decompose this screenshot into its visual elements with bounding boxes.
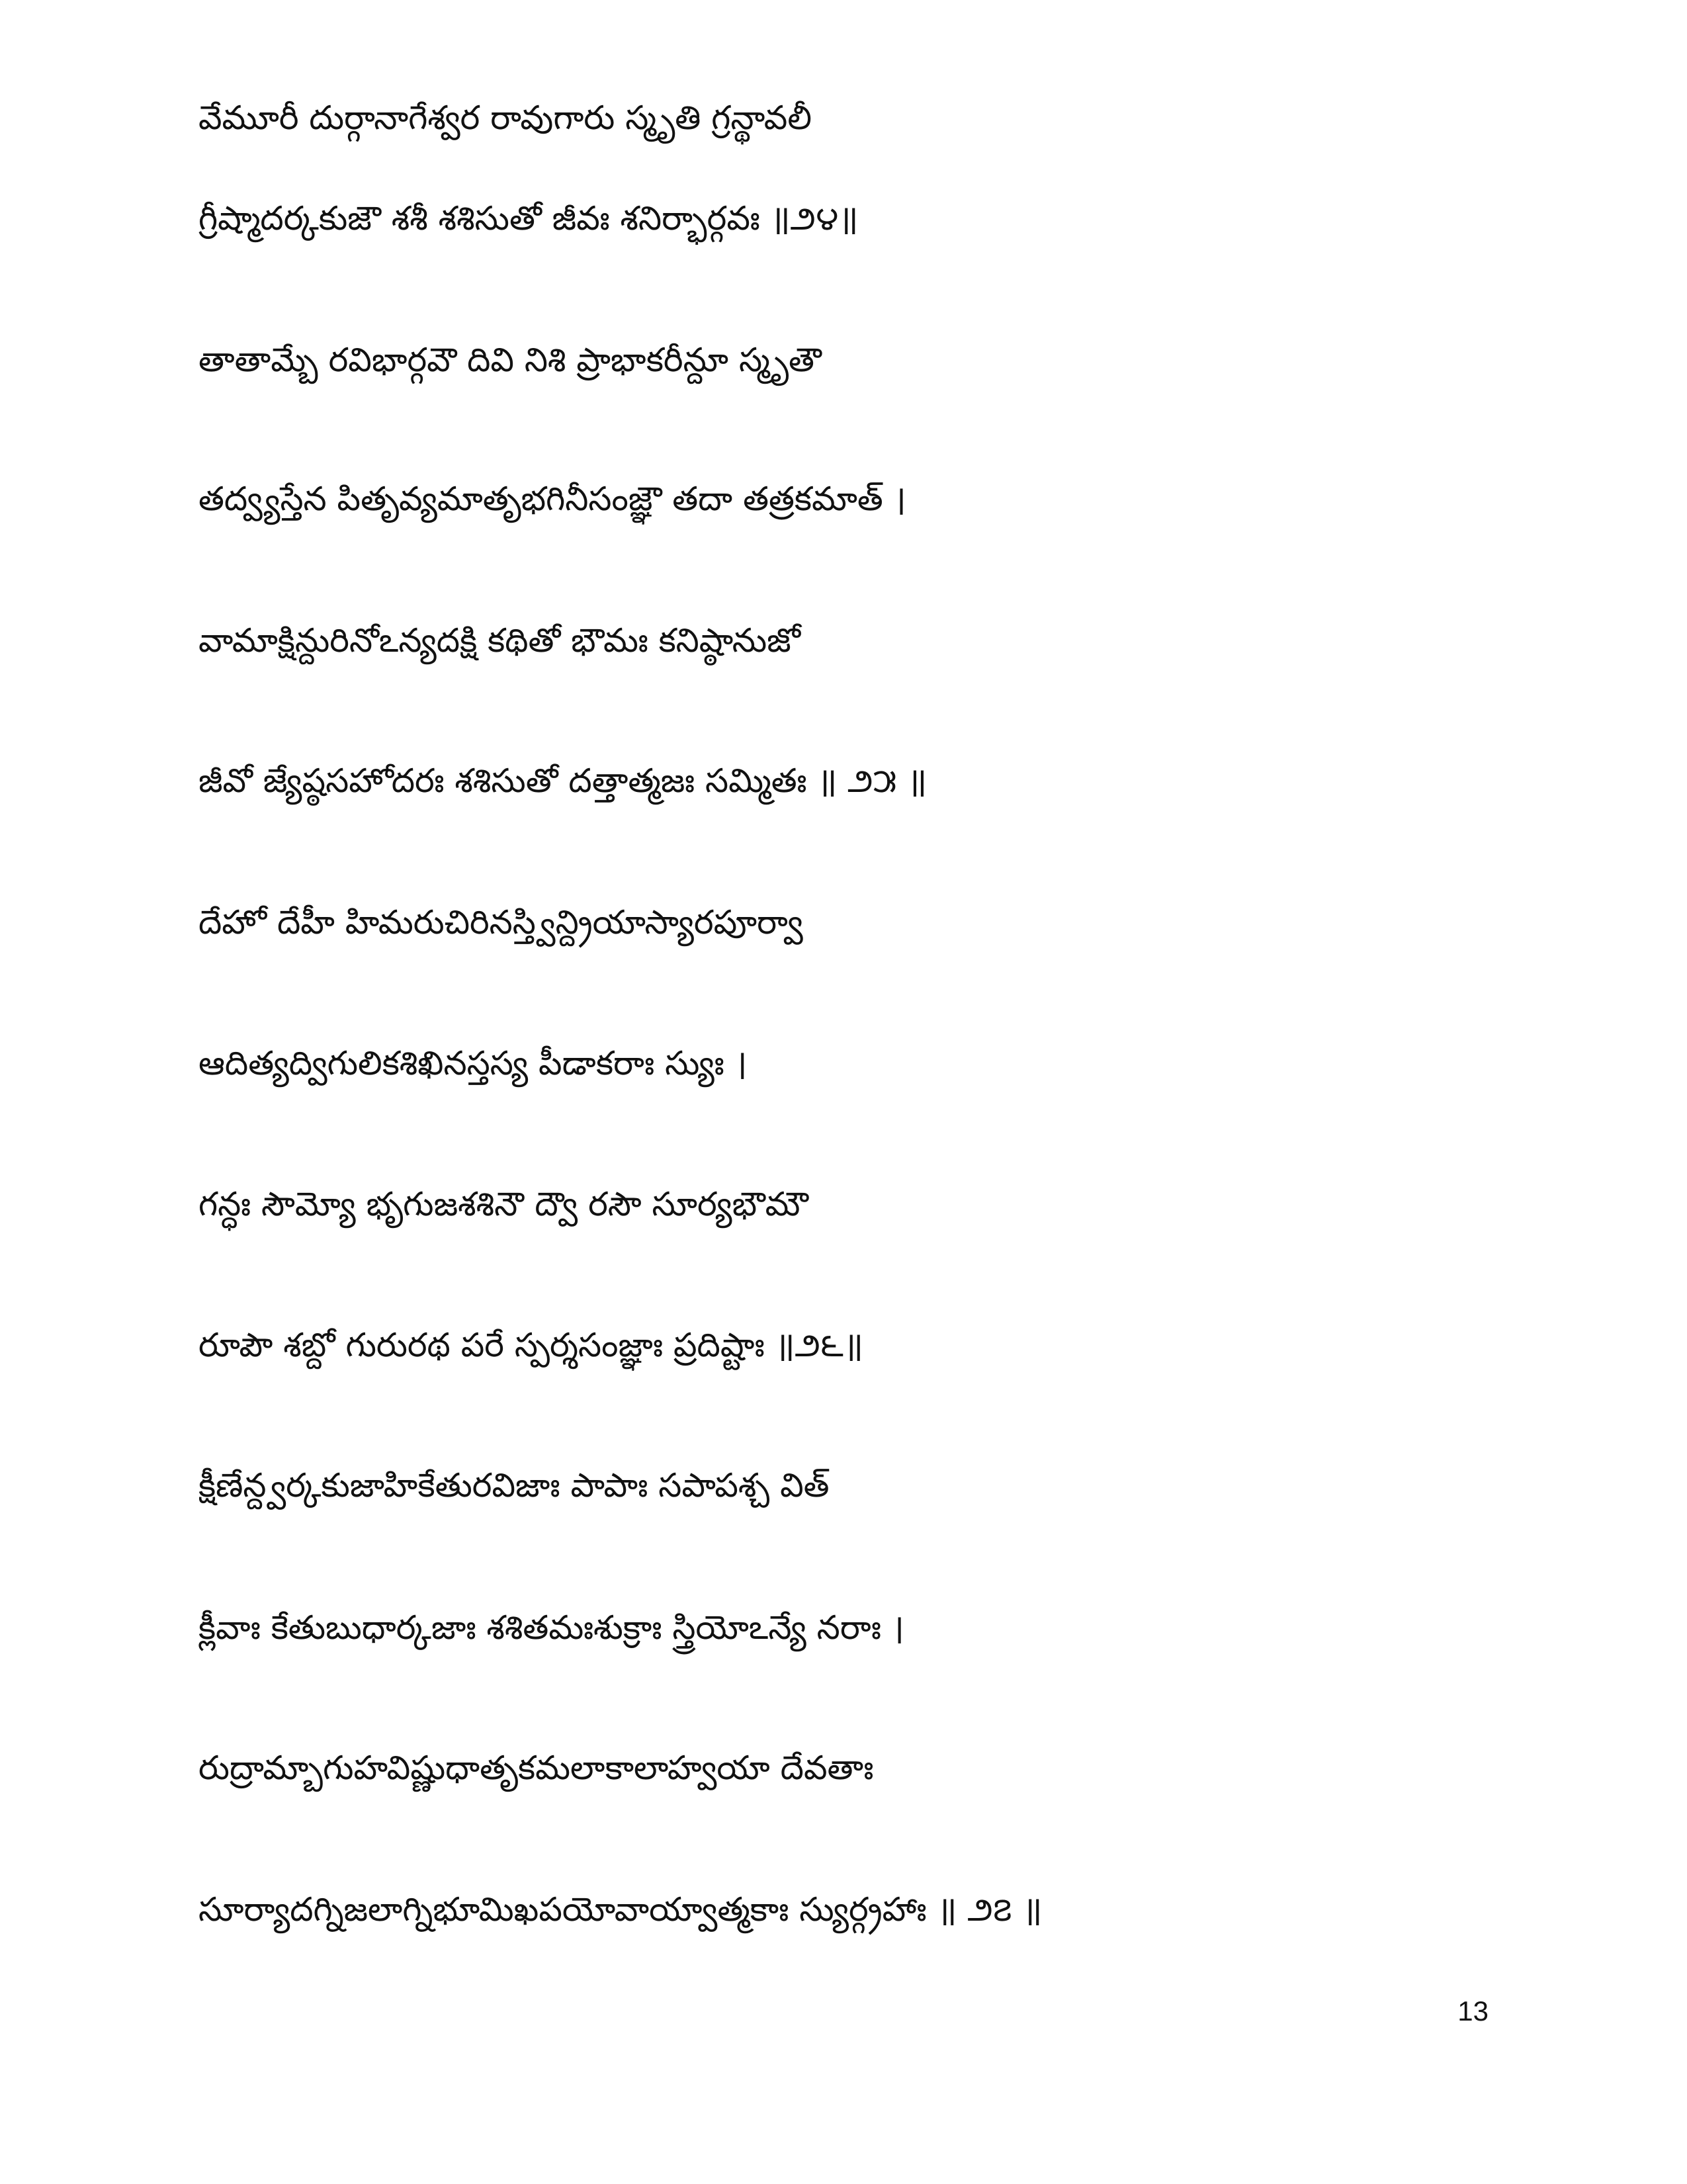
- verse-line-10: క్షీణేన్ద్వర్కకుజాహికేతురవిజాః పాపాః సపాపశ్చ విత్: [198, 1466, 830, 1505]
- verse-line-12: రుద్రామ్బాగుహవిష్ణుధాతృకమలాకాలాహ్వయా దేవతాః: [198, 1749, 874, 1787]
- verse-line-6: దేహో దేహీ హిమరుచిరినస్త్విన్ద్రియాస్యారపూర్వా: [198, 903, 803, 941]
- page-number: 13: [1457, 1995, 1489, 2027]
- verse-line-4: వామాక్షిన్దురినోఽన్యదక్షి కథితో భౌమః కనిష్ఠానుజో: [198, 621, 801, 660]
- verse-line-11: క్లీవాః కేతుబుధార్కజాః శశితమఃశుక్రాః స్త్రియోఽన్యే నరాః ।: [198, 1608, 904, 1647]
- verse-line-5: జీవో జ్యేష్ఠసహోదరః శశిసుతో దత్తాత్మజః సమ్మితః ॥ ౨౫ ॥: [198, 762, 928, 800]
- verse-line-7: ఆదిత్యద్విగులికశిఖినస్తస్య పీడాకరాః స్యుః ।: [198, 1044, 748, 1082]
- page-header: వేమూరీ దుర్గానాగేశ్వర రావుగారు స్మృతి గ్రన్థావలీ: [198, 99, 812, 137]
- verse-line-8: గన్ధః సౌమ్యో భృగుజశశినౌ ద్వౌ రసౌ సూర్యభౌమౌ: [198, 1185, 808, 1223]
- verse-line-2: తాతామ్బే రవిభార్గవౌ దివి నిశి ప్రాభాకరీన్దూ స్మృతౌ: [198, 341, 822, 379]
- verse-line-3: తద్వ్యస్తేన పితృవ్యమాతృభగినీసంజ్ఞౌ తదా తత్రకమాత్ ।: [198, 480, 906, 518]
- verse-line-1: గ్రీష్మాదర్కకుజౌ శశీ శశిసుతో జీవః శనిర్భార్గవః ॥౨౪॥: [198, 199, 859, 238]
- verse-line-9: రూపౌ శబ్దో గురురథ పరే స్పర్శసంజ్ఞాః ప్రదిష్టాః ॥౨౬॥: [198, 1326, 864, 1364]
- verse-line-13: సూర్యాదగ్నిజలాగ్నిభూమిఖపయోవాయ్వాత్మకాః స్యుర్గ్రహాః ॥ ౨౭ ॥: [198, 1890, 1043, 1929]
